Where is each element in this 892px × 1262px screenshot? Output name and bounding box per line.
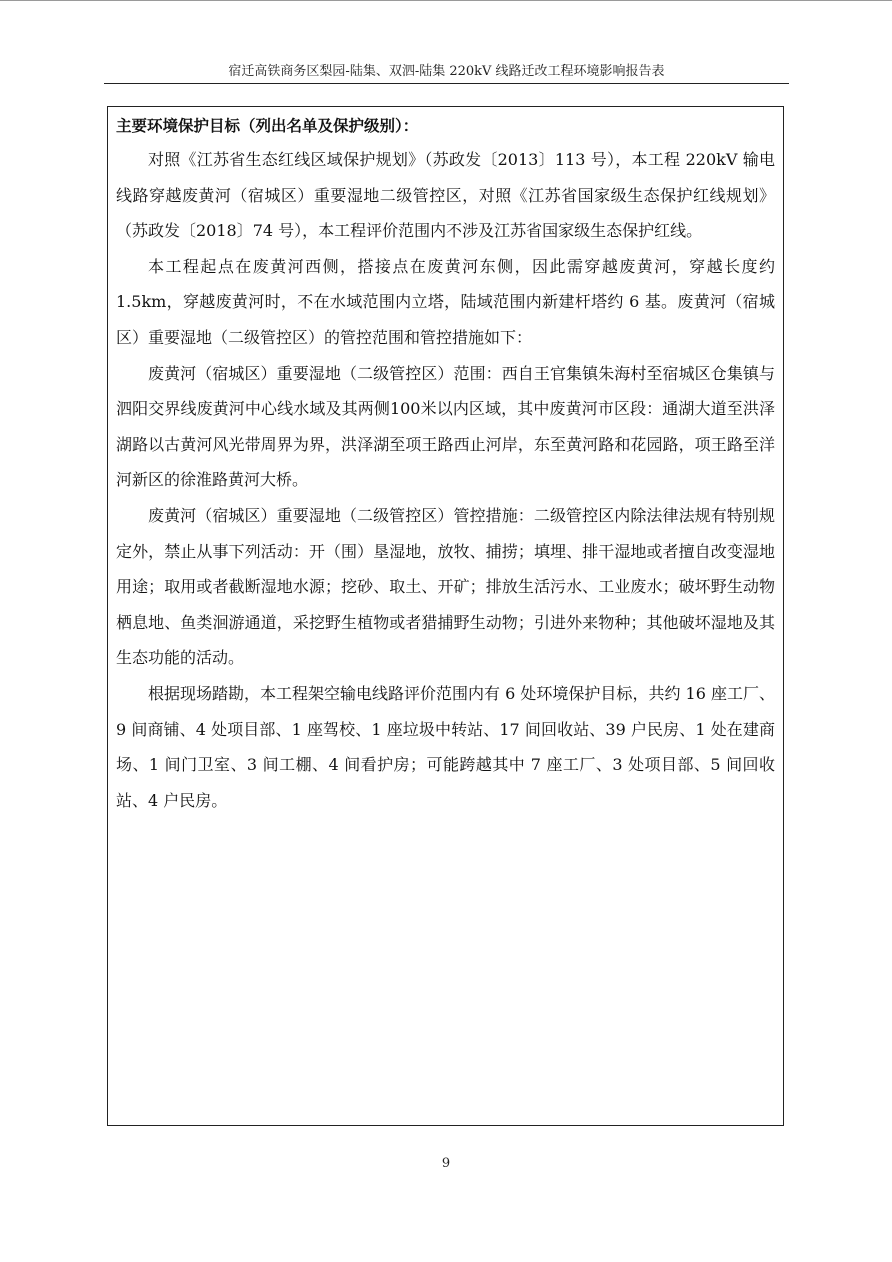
running-header: 宿迁高铁商务区梨园-陆集、双泗-陆集 220kV 线路迁改工程环境影响报告表 [228, 64, 665, 79]
page-number: 9 [441, 1156, 451, 1171]
header-rule [104, 83, 789, 84]
paragraph-control-scope: 废黄河（宿城区）重要湿地（二级管控区）范围：西自王官集镇朱海村至宿城区仓集镇与泗阳交界线废黄河中心线水域及其两侧100米以内区域，其中废黄河市区段：通湖大道至洪泽湖路以古黄河风光带周界为界，洪泽湖至项王路西止河岸，东至黄河路和花园路，项王路至洋河新区的徐淮路黄河大桥。 [116, 363, 775, 490]
content-box [107, 106, 784, 1126]
paragraph-ecological-redline: 对照《江苏省生态红线区域保护规划》（苏政发〔2013〕113 号），本工程 220kV 输电线路穿越废黄河（宿城区）重要湿地二级管控区，对照《江苏省国家级生态保护红线规划》（苏政发〔2018〕74 号），本工程评价范围内不涉及江苏省国家级生态保护红线。 [116, 150, 775, 241]
section-heading: 主要环境保护目标（列出名单及保护级别）： [116, 117, 419, 135]
paragraph-protection-targets: 根据现场踏勘，本工程架空输电线路评价范围内有 6 处环境保护目标，共约 16 座工厂、9 间商铺、4 处项目部、1 座驾校、1 座垃圾中转站、17 间回收站、39 户民房、1 处在建商场、1 间门卫室、3 间工棚、4 间看护房；可能跨越其中 7 座工厂、3 处项目部、5 间回收站、4 户民房。 [116, 683, 775, 810]
paragraph-control-measures: 废黄河（宿城区）重要湿地（二级管控区）管控措施：二级管控区内除法律法规有特别规定外，禁止从事下列活动：开（围）垦湿地，放牧、捕捞；填埋、排干湿地或者擅自改变湿地用途；取用或者截断湿地水源；挖砂、取土、开矿；排放生活污水、工业废水；破坏野生动物栖息地、鱼类洄游通道，采挖野生植物或者猎捕野生动物；引进外来物种；其他破坏湿地及其生态功能的活动。 [116, 505, 775, 668]
paragraph-crossing-description: 本工程起点在废黄河西侧，搭接点在废黄河东侧，因此需穿越废黄河，穿越长度约 1.5km，穿越废黄河时，不在水域范围内立塔，陆域范围内新建杆塔约 6 基。废黄河（宿城区）重要湿地（二级管控区）的管控范围和管控措施如下： [116, 256, 775, 347]
page-top-border [0, 0, 892, 1]
